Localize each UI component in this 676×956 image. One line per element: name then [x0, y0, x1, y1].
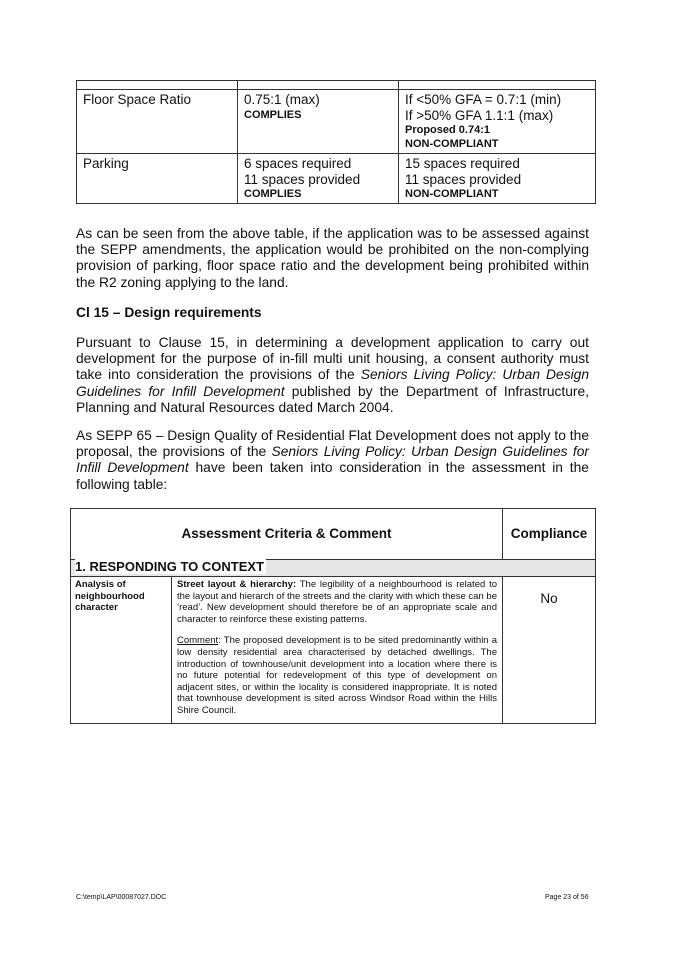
comment-cell: Street layout & hierarchy: The legibility of a neighbourhood is related to the layout and hierarch of the streets and the clarity with which these can be ‘read’. New development should therefore be of an appropriate scale and character to reinforce these existing patterns. Comment: The proposed development is to be sited predominantly within a low density residential area characterised by detached dwellings. The introduction of townhouse/unit development into a location where there is no future potential for redevelopment of this type of development on adjacent sites, or within the locality is considered inappropriate. It is noted that townhouse development is sited across Windsor Road within the Hills Shire Council.	[172, 577, 503, 724]
footer-file-path: C:\temp\LAP\00087027.DOC	[76, 894, 167, 901]
table-row	[77, 81, 596, 90]
table-header-row	[71, 509, 596, 560]
status-text: COMPLIES	[244, 108, 302, 121]
compliance-cell: No	[503, 577, 596, 724]
criterion-cell: Analysis of neighbourhood character	[71, 577, 172, 724]
status-text: NON-COMPLIANT	[405, 138, 499, 150]
section-heading: Cl 15 – Design requirements	[76, 305, 262, 320]
control-cell: 0.75:1 (max) COMPLIES	[238, 90, 399, 154]
section-row	[71, 560, 596, 577]
sepp-cell: 15 spaces required 11 spaces provided NON-COMPLIANT	[399, 154, 596, 204]
sepp-cell: If <50% GFA = 0.7:1 (min) If >50% GFA 1.1:1 (max) Proposed 0.74:1 NON-COMPLIANT	[399, 90, 596, 154]
header-assessment: Assessment Criteria & Comment	[71, 509, 503, 560]
control-cell: 6 spaces required 11 spaces provided COMPLIES	[238, 154, 399, 204]
section-title: 1. RESPONDING TO CONTEXT	[75, 559, 265, 574]
paragraph-clause-15: Pursuant to Clause 15, in determining a development application to carry out development for the purpose of in-fill multi unit housing, a consent authority must take into consideration the provisions of the Seniors Living Policy: Urban Design Guidelines for Infill Development published by the Department of Infrastructure, Planning and Natural Resources dated March 2004.	[76, 335, 590, 415]
paragraph-sepp-summary: As can be seen from the above table, if the application was to be assessed against the SEPP amendments, the application would be prohibited on the non-complying provision of parking, floor space ratio and the development being prohibited within the R2 zoning applying to the land.	[76, 226, 589, 290]
table-row	[71, 577, 596, 724]
table-row	[77, 154, 596, 204]
status-text: COMPLIES	[244, 188, 302, 200]
status-text: NON-COMPLIANT	[405, 188, 499, 200]
header-compliance: Compliance	[503, 509, 596, 560]
row-label: Parking	[77, 154, 238, 204]
paragraph-sepp-65: As SEPP 65 – Design Quality of Residential Flat Development does not apply to the proposal, the provisions of the Seniors Living Policy: Urban Design Guidelines for Infill Development have been taken into consideration in the assessment in the following table:	[76, 428, 589, 492]
footer-page-number: Page 23 of 56	[545, 894, 589, 901]
row-label: Floor Space Ratio	[77, 90, 238, 154]
sepp-compliance-table	[76, 80, 596, 204]
table-row	[77, 90, 596, 154]
assessment-table	[70, 508, 596, 724]
